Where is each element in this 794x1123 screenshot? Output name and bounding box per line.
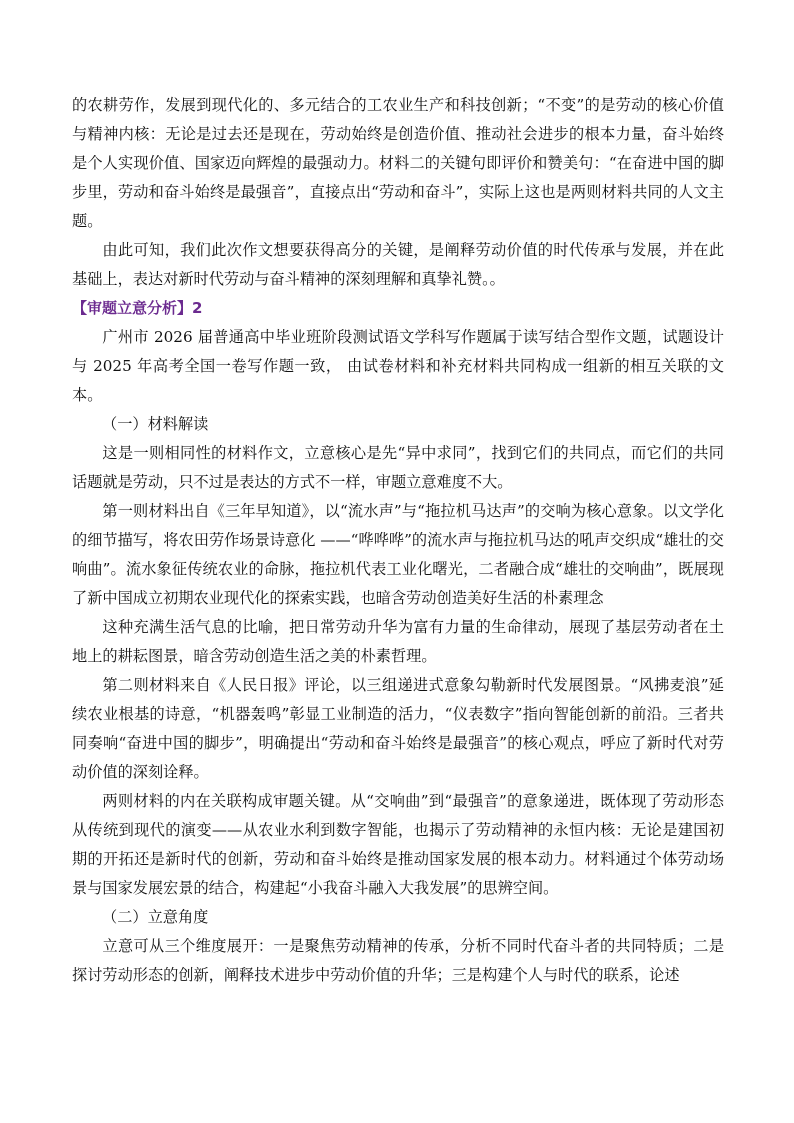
- body-paragraph: 由此可知，我们此次作文想要获得高分的关键，是阐释劳动价值的时代传承与发展，并在此基础上，表达对新时代劳动与奋斗精神的深刻理解和真挚礼赞。。: [72, 241, 724, 288]
- body-paragraph: 广州市 2026 届普通高中毕业班阶段测试语文学科写作题属于读写结合型作文题，试题设计与 2025 年高考全国一卷写作题一致， 由试卷材料和补充材料共同构成一组新的相互关联的文本。: [72, 328, 724, 404]
- body-paragraph: 第二则材料来自《人民日报》评论，以三组递进式意象勾勒新时代发展图景。“风拂麦浪”延续农业根基的诗意，“机器轰鸣”彰显工业制造的活力，“仪表数字”指向智能创新的前沿。三者共同奏响“奋进中国的脚步”，明确提出“劳动和奋斗始终是最强音”的核心观点，呼应了新时代对劳动价值的深刻诠释。: [72, 676, 724, 781]
- subsection-heading: （一）材料解读: [102, 415, 209, 433]
- body-paragraph: 两则材料的内在关联构成审题关键。从“交响曲”到“最强音”的意象递进，既体现了劳动形态从传统到现代的演变——从农业水利到数字智能，也揭示了劳动精神的永恒内核：无论是建国初期的开拓还是新时代的创新，劳动和奋斗始终是推动国家发展的根本动力。材料通过个体劳动场景与国家发展宏景的结合，构建起“小我奋斗融入大我发展”的思辨空间。: [72, 792, 724, 897]
- body-paragraph: 立意可从三个维度展开：一是聚焦劳动精神的传承，分析不同时代奋斗者的共同特质；二是探讨劳动形态的创新，阐释技术进步中劳动价值的升华；三是构建个人与时代的联系，论述: [72, 937, 724, 984]
- body-paragraph: 第一则材料出自《三年早知道》，以“流水声”与“拖拉机马达声”的交响为核心意象。以文学化的细节描写，将农田劳作场景诗意化 ——“哗哗哗”的流水声与拖拉机马达的吼声交织成“雄壮的交响曲”。流水象征传统农业的命脉，拖拉机代表工业化曙光，二者融合成“雄壮的交响曲”，既展现了新中国成立初期农业现代化的探索实践，也暗含劳动创造美好生活的朴素理念: [72, 502, 724, 607]
- document-page: [72, 91, 724, 990]
- body-paragraph: 的农耕劳作，发展到现代化的、多元结合的工农业生产和科技创新；“不变”的是劳动的核心价值与精神内核：无论是过去还是现在，劳动始终是创造价值、推动社会进步的根本力量，奋斗始终是个人实现价值、国家迈向辉煌的最强动力。材料二的关键句即评价和赞美句：“在奋进中国的脚步里，劳动和奋斗始终是最强音”，直接点出“劳动和奋斗”，实际上这也是两则材料共同的人文主题。: [72, 96, 724, 230]
- body-paragraph: 这是一则相同性的材料作文，立意核心是先“异中求同”，找到它们的共同点，而它们的共同话题就是劳动，只不过是表达的方式不一样，审题立意难度不大。: [72, 444, 724, 491]
- section-heading: 【审题立意分析】2: [72, 299, 203, 317]
- body-paragraph: 这种充满生活气息的比喻，把日常劳动升华为富有力量的生命律动，展现了基层劳动者在土地上的耕耘图景，暗含劳动创造生活之美的朴素哲理。: [72, 618, 724, 665]
- subsection-heading: （二）立意角度: [102, 908, 209, 926]
